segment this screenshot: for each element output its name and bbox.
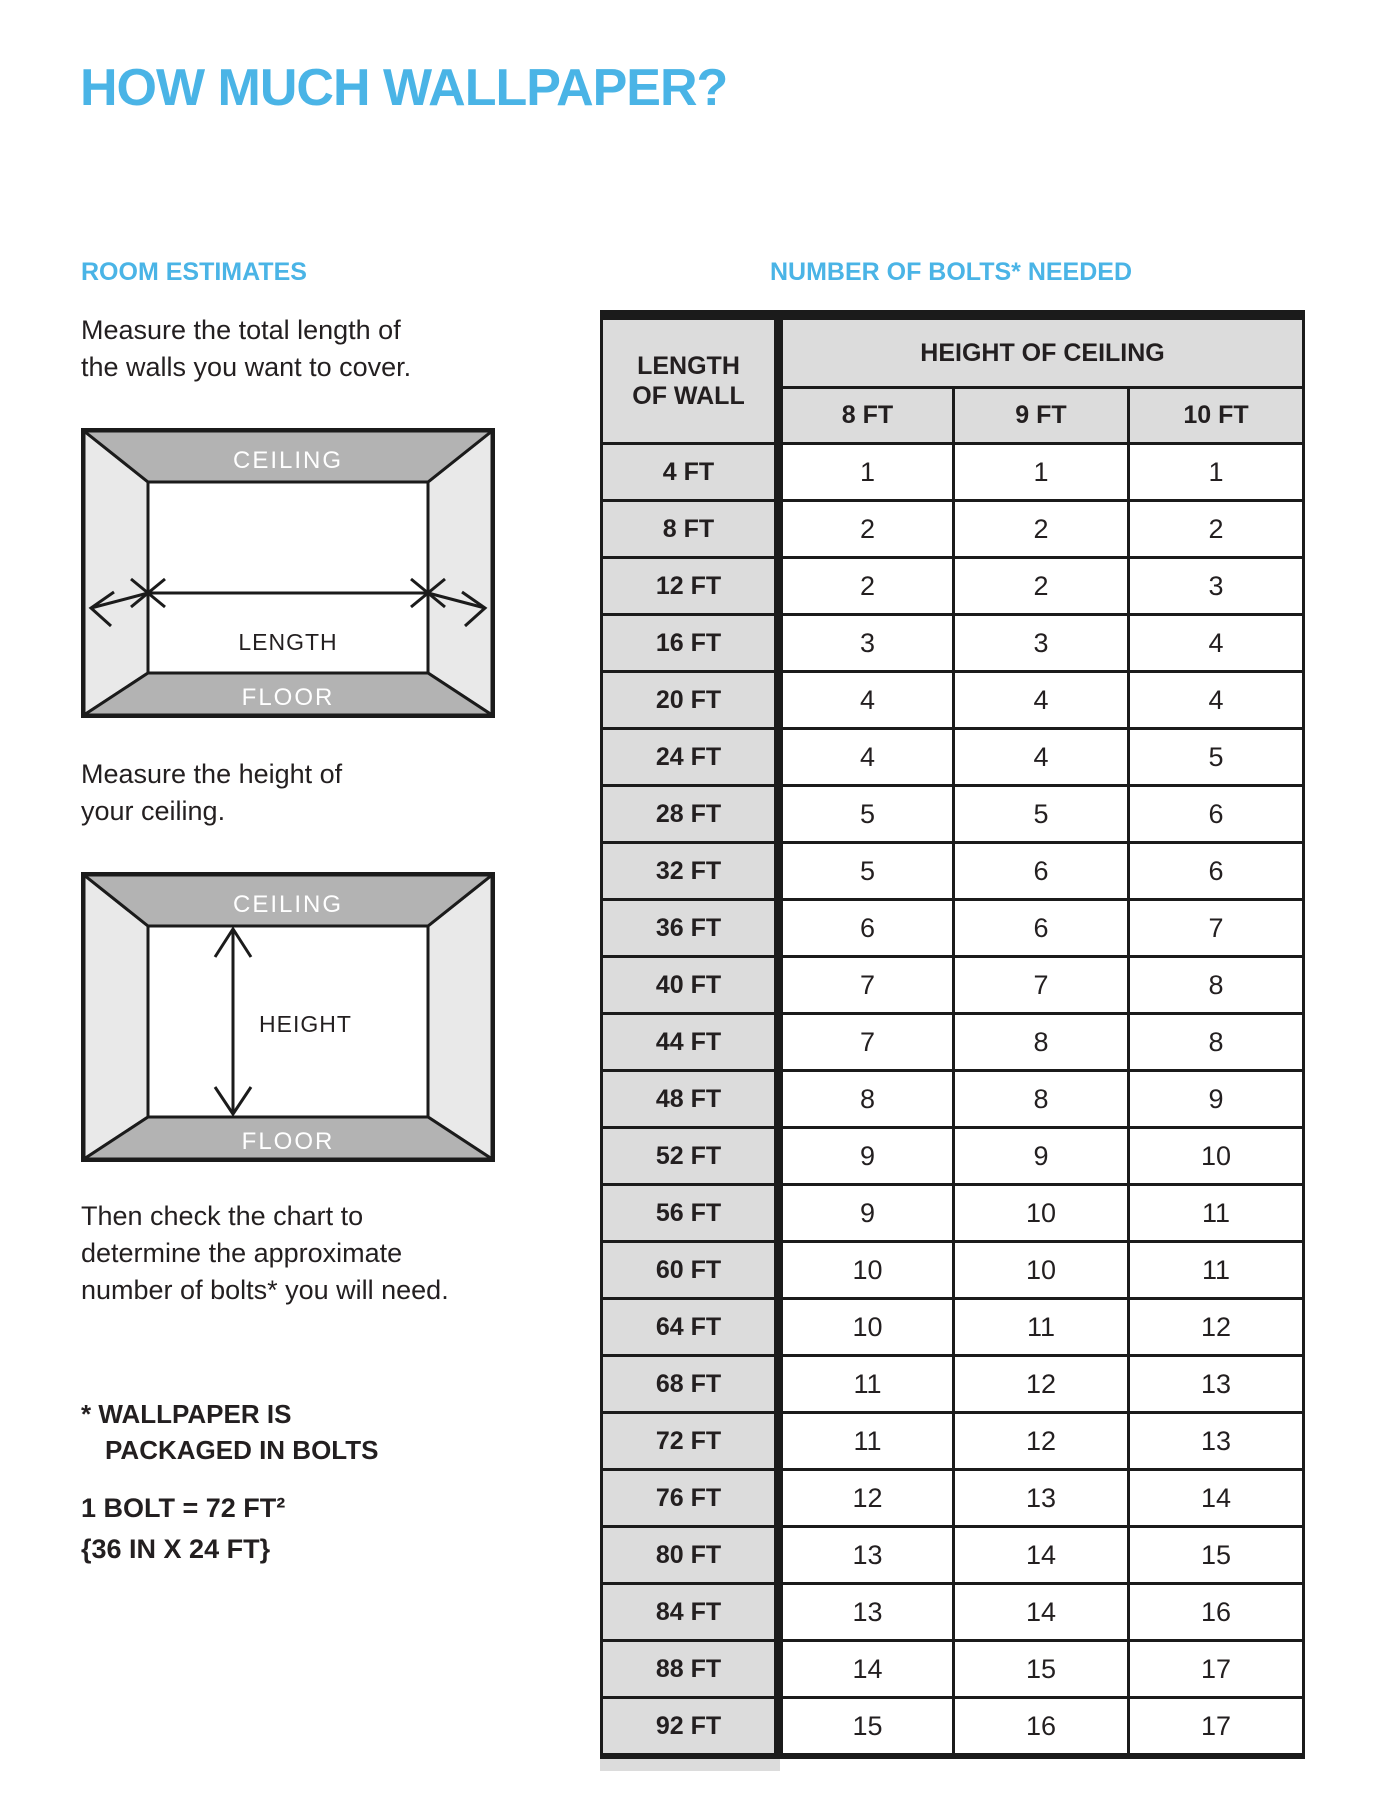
wall-length-cell: 24 FT: [602, 729, 779, 786]
wall-length-cell: 32 FT: [602, 843, 779, 900]
floor-label: FLOOR: [241, 1128, 335, 1155]
table-bottom-tab: [600, 1759, 780, 1771]
text-line: * WALLPAPER IS: [81, 1399, 292, 1429]
bolt-count-cell: 4: [779, 729, 954, 786]
wall-length-cell: 40 FT: [602, 957, 779, 1014]
bolt-count-cell: 4: [954, 672, 1129, 729]
bolt-count-cell: 5: [779, 843, 954, 900]
bolt-count-cell: 12: [954, 1413, 1129, 1470]
bolt-count-cell: 8: [1129, 1014, 1304, 1071]
text-line: 1 BOLT = 72 FT²: [81, 1493, 286, 1523]
table-row: [602, 1470, 1304, 1527]
bolt-count-cell: 13: [1129, 1356, 1304, 1413]
table-row: [602, 1527, 1304, 1584]
bolt-count-cell: 1: [779, 444, 954, 501]
bolt-count-cell: 12: [1129, 1299, 1304, 1356]
bolt-count-cell: 12: [779, 1470, 954, 1527]
table-row: [602, 900, 1304, 957]
bolt-count-cell: 15: [779, 1698, 954, 1757]
length-of-wall-line2: OF WALL: [632, 382, 745, 410]
bolt-count-cell: 1: [1129, 444, 1304, 501]
bolt-count-cell: 6: [1129, 843, 1304, 900]
bolts-needed-heading: NUMBER OF BOLTS* NEEDED: [769, 258, 1133, 286]
bolt-count-cell: 2: [1129, 501, 1304, 558]
col-header-8ft: 8 FT: [779, 388, 954, 444]
bolt-table-body: [602, 444, 1304, 1757]
table-row: [602, 444, 1304, 501]
wall-length-cell: 12 FT: [602, 558, 779, 615]
bolt-count-cell: 8: [779, 1071, 954, 1128]
wall-length-cell: 64 FT: [602, 1299, 779, 1356]
instruction-measure-height: [81, 756, 342, 830]
table-row: [602, 843, 1304, 900]
table-row: [602, 1071, 1304, 1128]
bolt-count-cell: 9: [954, 1128, 1129, 1185]
table-row: [602, 615, 1304, 672]
bolt-count-cell: 14: [779, 1641, 954, 1698]
text-line: Then check the chart to: [81, 1201, 364, 1231]
table-row: [602, 786, 1304, 843]
bolt-count-cell: 1: [954, 444, 1129, 501]
bolt-count-cell: 2: [954, 558, 1129, 615]
wall-length-cell: 92 FT: [602, 1698, 779, 1757]
bolt-count-cell: 8: [1129, 957, 1304, 1014]
bolt-count-cell: 3: [1129, 558, 1304, 615]
bolt-count-cell: 7: [779, 1014, 954, 1071]
bolt-count-cell: 3: [779, 615, 954, 672]
wall-length-cell: 56 FT: [602, 1185, 779, 1242]
table-row: [602, 1698, 1304, 1757]
ceiling-label: CEILING: [232, 447, 344, 474]
bolt-count-cell: 8: [954, 1071, 1129, 1128]
wall-length-cell: 16 FT: [602, 615, 779, 672]
table-row: [602, 501, 1304, 558]
bolt-count-cell: 2: [954, 501, 1129, 558]
bolt-count-cell: 8: [954, 1014, 1129, 1071]
bolt-count-cell: 4: [779, 672, 954, 729]
col-header-9ft: 9 FT: [954, 388, 1129, 444]
bolt-count-cell: 10: [779, 1242, 954, 1299]
bolt-count-cell: 11: [779, 1413, 954, 1470]
table-row: [602, 1128, 1304, 1185]
wallpaper-bolts-footnote: [81, 1396, 378, 1468]
text-line: Measure the total length of: [81, 315, 401, 345]
ceiling-label: CEILING: [232, 891, 344, 918]
room-estimates-heading: ROOM ESTIMATES: [81, 258, 307, 286]
wall-length-cell: 76 FT: [602, 1470, 779, 1527]
bolt-equation: [81, 1488, 285, 1570]
bolt-count-cell: 6: [779, 900, 954, 957]
col-header-10ft: 10 FT: [1129, 388, 1304, 444]
instruction-measure-length: [81, 312, 411, 386]
wall-length-cell: 48 FT: [602, 1071, 779, 1128]
table-row: [602, 1641, 1304, 1698]
height-label: HEIGHT: [259, 1011, 352, 1037]
wall-length-cell: 80 FT: [602, 1527, 779, 1584]
text-line: your ceiling.: [81, 796, 226, 826]
bolt-count-cell: 14: [954, 1584, 1129, 1641]
bolt-count-cell: 17: [1129, 1698, 1304, 1757]
table-row: [602, 672, 1304, 729]
bolt-count-cell: 14: [954, 1527, 1129, 1584]
bolt-count-cell: 7: [779, 957, 954, 1014]
bolt-count-cell: 10: [954, 1242, 1129, 1299]
bolt-count-cell: 10: [954, 1185, 1129, 1242]
page-title: HOW MUCH WALLPAPER?: [80, 59, 728, 117]
length-of-wall-header: [602, 315, 779, 444]
bolt-count-cell: 4: [954, 729, 1129, 786]
wall-length-cell: 44 FT: [602, 1014, 779, 1071]
bolt-count-cell: 10: [779, 1299, 954, 1356]
text-line: number of bolts* you will need.: [81, 1275, 449, 1305]
bolt-count-cell: 11: [1129, 1242, 1304, 1299]
table-row: [602, 957, 1304, 1014]
length-label: LENGTH: [238, 629, 338, 655]
text-line: determine the approximate: [81, 1238, 403, 1268]
bolt-count-cell: 13: [954, 1470, 1129, 1527]
bolt-count-cell: 5: [779, 786, 954, 843]
wall-length-cell: 52 FT: [602, 1128, 779, 1185]
table-row: [602, 1413, 1304, 1470]
bolt-count-cell: 5: [954, 786, 1129, 843]
bolt-count-cell: 11: [954, 1299, 1129, 1356]
table-row: [602, 1185, 1304, 1242]
wall-length-cell: 68 FT: [602, 1356, 779, 1413]
wall-length-cell: 60 FT: [602, 1242, 779, 1299]
bolt-count-cell: 17: [1129, 1641, 1304, 1698]
bolt-count-cell: 9: [1129, 1071, 1304, 1128]
bolt-count-cell: 13: [779, 1527, 954, 1584]
table-row: [602, 558, 1304, 615]
bolt-count-cell: 13: [1129, 1413, 1304, 1470]
bolt-count-cell: 13: [779, 1584, 954, 1641]
wall-length-cell: 36 FT: [602, 900, 779, 957]
bolt-count-cell: 11: [779, 1356, 954, 1413]
bolt-count-cell: 5: [1129, 729, 1304, 786]
text-line: the walls you want to cover.: [81, 352, 412, 382]
bolts-table: [600, 310, 1305, 1759]
table-row: [602, 1014, 1304, 1071]
wall-length-cell: 72 FT: [602, 1413, 779, 1470]
table-row: [602, 1299, 1304, 1356]
table-row: [602, 1584, 1304, 1641]
room-height-diagram: [81, 872, 495, 1162]
instruction-check-chart: [81, 1198, 449, 1309]
table-row: [602, 1356, 1304, 1413]
bolt-count-cell: 7: [1129, 900, 1304, 957]
bolt-count-cell: 4: [1129, 672, 1304, 729]
wall-length-cell: 20 FT: [602, 672, 779, 729]
wall-length-cell: 84 FT: [602, 1584, 779, 1641]
bolt-count-cell: 11: [1129, 1185, 1304, 1242]
wall-length-cell: 8 FT: [602, 501, 779, 558]
bolt-count-cell: 7: [954, 957, 1129, 1014]
bolt-count-cell: 4: [1129, 615, 1304, 672]
floor-label: FLOOR: [241, 684, 335, 711]
text-line: PACKAGED IN BOLTS: [105, 1435, 379, 1465]
bolt-count-cell: 3: [954, 615, 1129, 672]
room-length-diagram: [81, 428, 495, 718]
bolt-count-cell: 2: [779, 501, 954, 558]
bolt-count-cell: 12: [954, 1356, 1129, 1413]
bolt-count-cell: 6: [1129, 786, 1304, 843]
table-row: [602, 1242, 1304, 1299]
bolt-count-cell: 16: [954, 1698, 1129, 1757]
text-line: {36 IN X 24 FT}: [81, 1534, 271, 1564]
wall-length-cell: 4 FT: [602, 444, 779, 501]
bolt-count-cell: 6: [954, 900, 1129, 957]
bolt-count-cell: 9: [779, 1128, 954, 1185]
height-of-ceiling-header: HEIGHT OF CEILING: [779, 315, 1304, 388]
bolts-table-container: [600, 310, 1305, 1759]
bolt-count-cell: 14: [1129, 1470, 1304, 1527]
wall-length-cell: 88 FT: [602, 1641, 779, 1698]
length-of-wall-line1: LENGTH: [637, 352, 740, 380]
bolt-count-cell: 16: [1129, 1584, 1304, 1641]
table-row: [602, 729, 1304, 786]
bolt-count-cell: 2: [779, 558, 954, 615]
bolt-count-cell: 9: [779, 1185, 954, 1242]
text-line: Measure the height of: [81, 759, 343, 789]
bolt-count-cell: 15: [954, 1641, 1129, 1698]
bolt-count-cell: 10: [1129, 1128, 1304, 1185]
bolt-count-cell: 15: [1129, 1527, 1304, 1584]
wall-length-cell: 28 FT: [602, 786, 779, 843]
bolt-count-cell: 6: [954, 843, 1129, 900]
